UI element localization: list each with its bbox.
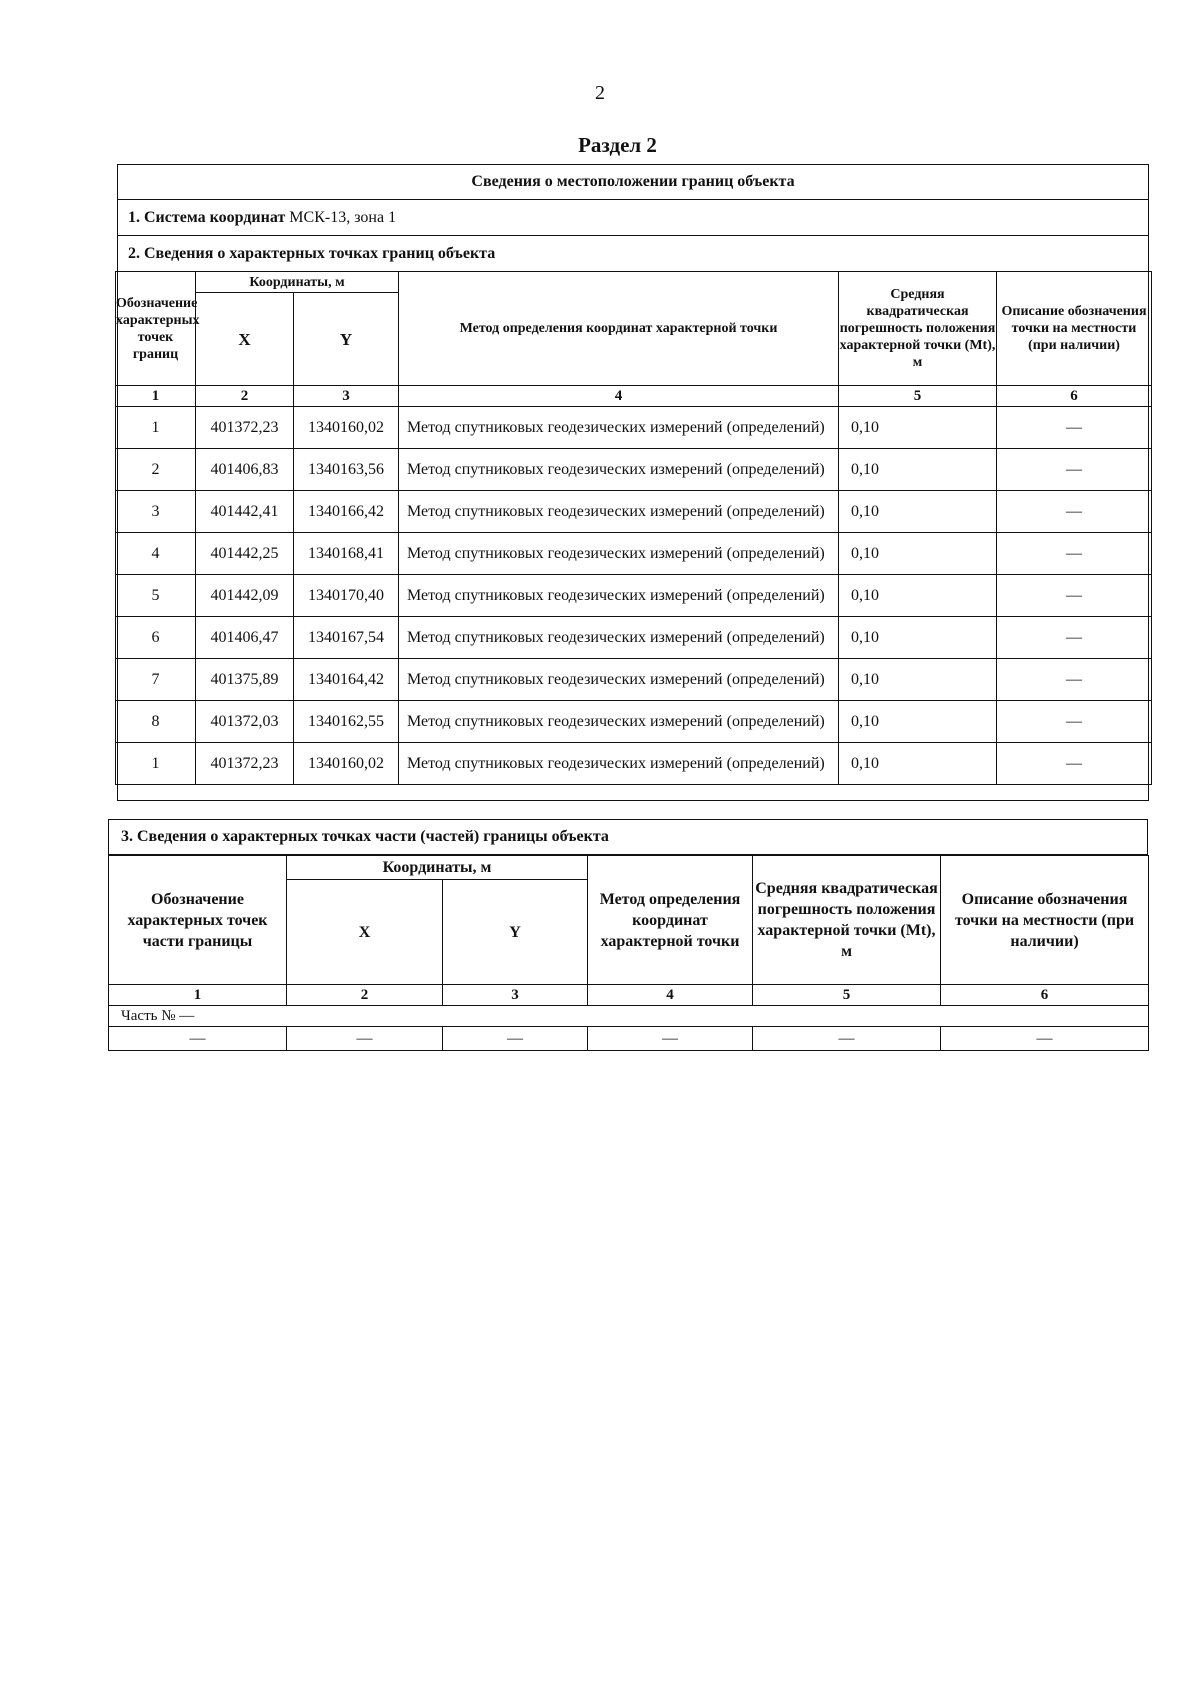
point-id: 7 <box>116 659 196 701</box>
column-number: 1 <box>116 386 196 407</box>
header-designation: Обозначение характерных точек границ <box>116 272 196 386</box>
table-row <box>116 659 1152 701</box>
header-y: Y <box>294 293 399 386</box>
column-number: 4 <box>588 985 753 1006</box>
error-value: 0,10 <box>839 743 997 785</box>
column-number: 2 <box>196 386 294 407</box>
table-row <box>116 617 1152 659</box>
coord-y: 1340160,02 <box>294 407 399 449</box>
coord-x: 401442,09 <box>196 575 294 617</box>
description: — <box>997 701 1152 743</box>
points-subtitle: 2. Сведения о характерных точках границ объекта <box>118 236 1148 272</box>
error-value: 0,10 <box>839 491 997 533</box>
coord-y: 1340160,02 <box>294 743 399 785</box>
column-number: 4 <box>399 386 839 407</box>
coord-y: 1340168,41 <box>294 533 399 575</box>
error-value: 0,10 <box>839 449 997 491</box>
table-row <box>116 533 1152 575</box>
method: Метод спутниковых геодезических измерений (определений) <box>399 701 839 743</box>
coord-y: 1340163,56 <box>294 449 399 491</box>
coord-y: 1340162,55 <box>294 701 399 743</box>
header-error: Средняя квадратическая погрешность положения характерной точки (Mt), м <box>839 272 997 386</box>
column-number: 3 <box>443 985 588 1006</box>
header-x: X <box>196 293 294 386</box>
header-error: Средняя квадратическая погрешность положения характерной точки (Mt), м <box>753 856 941 985</box>
point-id: 8 <box>116 701 196 743</box>
method: Метод спутниковых геодезических измерений (определений) <box>399 407 839 449</box>
header-coordinates: Координаты, м <box>287 856 588 880</box>
method: Метод спутниковых геодезических измерений (определений) <box>399 743 839 785</box>
point-id: 1 <box>116 407 196 449</box>
header-description: Описание обозначения точки на местности (при наличии) <box>941 856 1149 985</box>
column-number: 5 <box>839 386 997 407</box>
header-method: Метод определения координат характерной точки <box>399 272 839 386</box>
coord-x: 401406,83 <box>196 449 294 491</box>
table-row <box>109 1027 1149 1051</box>
coordinate-system-value: МСК-13, зона 1 <box>289 208 397 226</box>
coord-x: 401375,89 <box>196 659 294 701</box>
column-number: 5 <box>753 985 941 1006</box>
table-row <box>116 575 1152 617</box>
method: Метод спутниковых геодезических измерений (определений) <box>399 617 839 659</box>
table-row <box>116 743 1152 785</box>
coord-x: 401442,25 <box>196 533 294 575</box>
dash-cell: — <box>443 1027 588 1051</box>
error-value: 0,10 <box>839 575 997 617</box>
coord-x: 401406,47 <box>196 617 294 659</box>
table-row <box>116 449 1152 491</box>
table-row <box>116 491 1152 533</box>
column-number: 1 <box>109 985 287 1006</box>
table-row <box>116 701 1152 743</box>
point-id: 1 <box>116 743 196 785</box>
table-row <box>116 407 1152 449</box>
description: — <box>997 659 1152 701</box>
description: — <box>997 617 1152 659</box>
coord-x: 401372,03 <box>196 701 294 743</box>
description: — <box>997 407 1152 449</box>
point-id: 3 <box>116 491 196 533</box>
description: — <box>997 575 1152 617</box>
coord-x: 401372,23 <box>196 743 294 785</box>
point-id: 2 <box>116 449 196 491</box>
description: — <box>997 449 1152 491</box>
header-x: X <box>287 880 443 985</box>
header-method: Метод определения координат характерной точки <box>588 856 753 985</box>
point-id: 4 <box>116 533 196 575</box>
column-number: 3 <box>294 386 399 407</box>
coord-x: 401372,23 <box>196 407 294 449</box>
coordinate-system-label: 1. Система координат <box>128 208 286 226</box>
header-description: Описание обозначения точки на местности (при наличии) <box>997 272 1152 386</box>
part-points-title: 3. Сведения о характерных точках части (частей) границы объекта <box>108 819 1148 855</box>
error-value: 0,10 <box>839 533 997 575</box>
method: Метод спутниковых геодезических измерений (определений) <box>399 575 839 617</box>
header-coordinates: Координаты, м <box>196 272 399 293</box>
error-value: 0,10 <box>839 659 997 701</box>
header-designation: Обозначение характерных точек части границы <box>109 856 287 985</box>
column-number: 6 <box>997 386 1152 407</box>
description: — <box>997 533 1152 575</box>
boundary-points-table <box>115 271 1152 785</box>
column-number: 2 <box>287 985 443 1006</box>
coord-y: 1340170,40 <box>294 575 399 617</box>
point-id: 5 <box>116 575 196 617</box>
coordinate-system-line <box>118 200 1148 236</box>
dash-cell: — <box>941 1027 1149 1051</box>
dash-cell: — <box>753 1027 941 1051</box>
description: — <box>997 491 1152 533</box>
block-title: Сведения о местоположении границ объекта <box>118 165 1148 200</box>
description: — <box>997 743 1152 785</box>
column-number: 6 <box>941 985 1149 1006</box>
coord-y: 1340164,42 <box>294 659 399 701</box>
coord-y: 1340166,42 <box>294 491 399 533</box>
method: Метод спутниковых геодезических измерений (определений) <box>399 659 839 701</box>
page-number: 2 <box>595 82 605 104</box>
error-value: 0,10 <box>839 701 997 743</box>
error-value: 0,10 <box>839 617 997 659</box>
coord-y: 1340167,54 <box>294 617 399 659</box>
dash-cell: — <box>588 1027 753 1051</box>
part-label: Часть № — <box>109 1006 1149 1027</box>
method: Метод спутниковых геодезических измерений (определений) <box>399 533 839 575</box>
coord-x: 401442,41 <box>196 491 294 533</box>
method: Метод спутниковых геодезических измерений (определений) <box>399 491 839 533</box>
part-points-table <box>108 855 1149 1051</box>
section-title: Раздел 2 <box>578 133 657 157</box>
method: Метод спутниковых геодезических измерений (определений) <box>399 449 839 491</box>
header-y: Y <box>443 880 588 985</box>
error-value: 0,10 <box>839 407 997 449</box>
dash-cell: — <box>287 1027 443 1051</box>
point-id: 6 <box>116 617 196 659</box>
dash-cell: — <box>109 1027 287 1051</box>
